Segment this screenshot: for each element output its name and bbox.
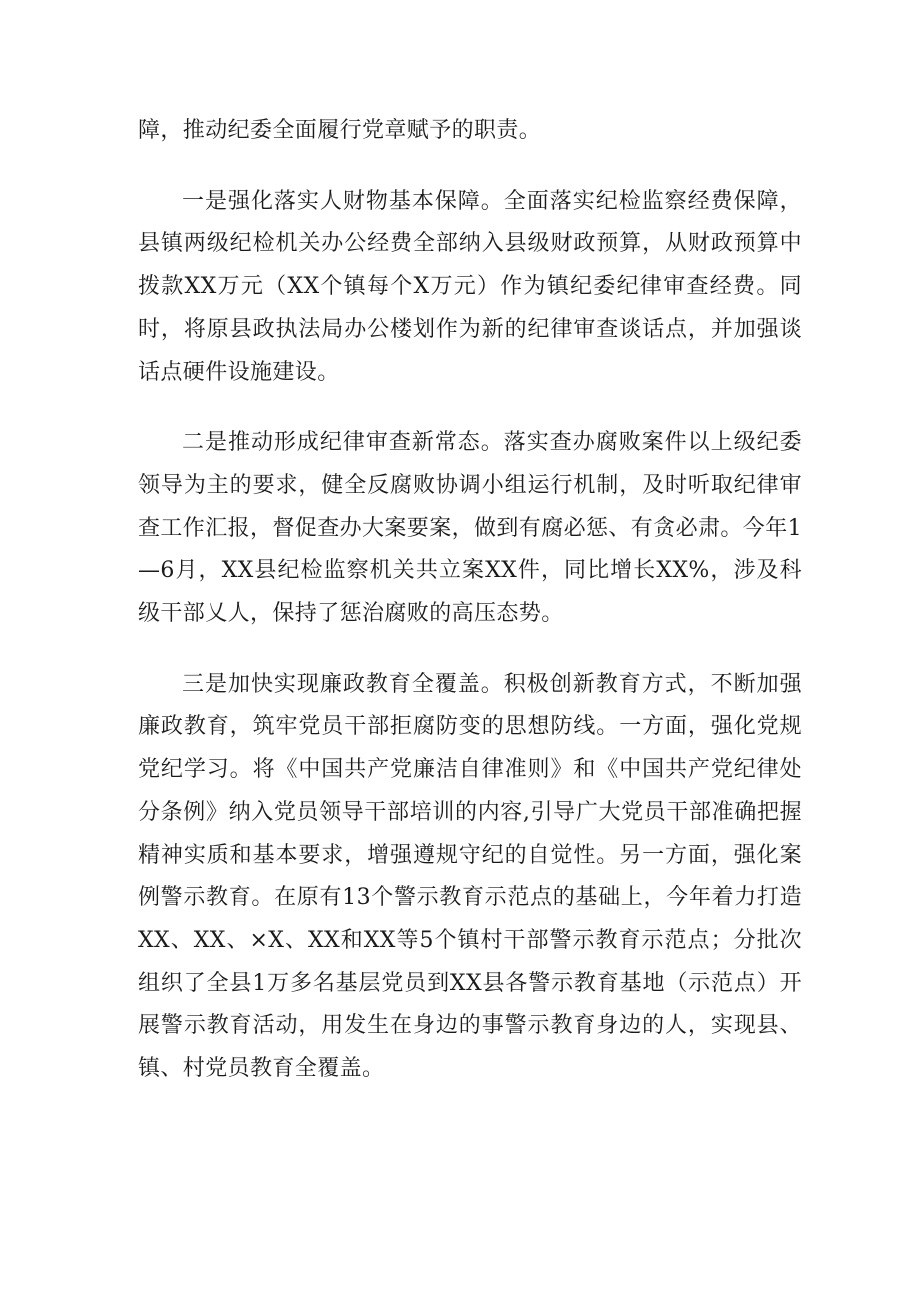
paragraph-item-two: 二是推动形成纪律审查新常态。落实查办腐败案件以上级纪委领导为主的要求，健全反腐败协调小组运行机制，及时听取纪律审查工作汇报，督促查办大案要案，做到有腐必惩、有贪必肃。今年1—6月，XX县纪检监察机关共立案XX件，同比增长XX%，涉及科级干部乂人，保持了惩治腐败的高压态势。 (138, 430, 802, 627)
paragraph-item-three: 三是加快实现廉政教育全覆盖。积极创新教育方式，不断加强廉政教育，筑牢党员干部拒腐防变的思想防线。一方面，强化党规党纪学习。将《中国共产党廉洁自律准则》和《中国共产党纪律处分条例》纳入党员领导干部培训的内容,引导广大党员干部准确把握精神实质和基本要求，增强遵规守纪的自觉性。另一方面，强化案例警示教育。在原有13个警示教育示范点的基础上，今年着力打造XX、XX、×X、XX和XX等5个镇村干部警示教育示范点；分批次组织了全县1万多名基层党员到XX县各警示教育基地（示范点）开展警示教育活动，用发生在身边的事警示教育身边的人，实现县、镇、村党员教育全覆盖。 (138, 671, 802, 1082)
paragraph-item-one: 一是强化落实人财物基本保障。全面落实纪检监察经费保障，县镇两级纪检机关办公经费全部纳入县级财政预算，从财政预算中拨款XX万元（XX个镇每个X万元）作为镇纪委纪律审查经费。同时，将原县政执法局办公楼划作为新的纪律审查谈话点，并加强谈话点硬件设施建设。 (138, 188, 802, 385)
paragraph-continuation: 障，推动纪委全面履行党章赋予的职责。 (138, 118, 542, 143)
document-body (138, 110, 802, 1091)
